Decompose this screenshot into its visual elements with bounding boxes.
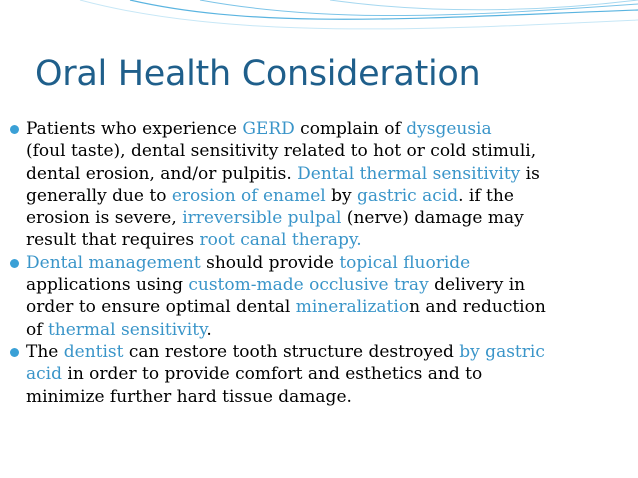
bullet-icon	[10, 125, 19, 134]
slide-title: Oral Health Consideration	[35, 54, 481, 94]
text-run: in order to provide comfort and esthetics and to	[61, 364, 483, 385]
text-run: of	[26, 319, 48, 340]
text-run: The	[26, 341, 64, 362]
highlighted-term: topical fluoride	[339, 252, 471, 273]
highlighted-term: custom-made occlusive tray	[188, 275, 429, 296]
text-line	[26, 163, 628, 185]
text-line	[26, 363, 628, 385]
text-line	[26, 185, 628, 207]
bullet-icon	[10, 348, 19, 357]
text-line	[26, 140, 628, 162]
highlighted-term: thermal sensitivity	[47, 319, 207, 340]
text-run: (nerve) damage may	[341, 208, 524, 229]
text-run: is	[520, 163, 540, 184]
highlighted-term: irreversible pulpal	[182, 208, 342, 229]
slide-body	[10, 118, 628, 408]
text-line	[26, 207, 628, 229]
highlighted-term: gastric acid	[357, 185, 459, 206]
text-line	[26, 319, 628, 341]
text-line	[26, 229, 628, 251]
text-line	[26, 386, 628, 408]
wave-line-2	[200, 0, 638, 16]
wave-line-3	[330, 0, 638, 10]
wave-line-4	[80, 0, 638, 29]
bullet-icon	[10, 259, 19, 268]
wave-line-1	[130, 0, 638, 19]
text-run: .	[206, 319, 212, 340]
text-run: dental erosion, and/or pulpitis.	[26, 163, 298, 184]
highlighted-term: mineralizatio	[295, 297, 410, 318]
wave-decoration	[0, 0, 638, 50]
text-run: n and reduction	[409, 297, 546, 318]
highlighted-term: by gastric	[459, 341, 545, 362]
bullet-paragraph	[10, 252, 628, 341]
text-run: Patients who experience	[26, 119, 243, 139]
highlighted-term: Dental management	[26, 252, 201, 273]
text-run: erosion is severe,	[26, 208, 183, 229]
highlighted-term: acid	[26, 364, 62, 385]
text-run: can restore tooth structure destroyed	[123, 341, 460, 362]
text-run: generally due to	[26, 185, 172, 206]
text-line	[26, 118, 628, 140]
text-run: applications using	[26, 275, 189, 296]
highlighted-term: dysgeusia	[406, 119, 492, 139]
text-line	[26, 341, 628, 363]
highlighted-term: GERD	[242, 119, 295, 139]
highlighted-term: erosion of enamel	[171, 185, 326, 206]
highlighted-term: Dental thermal sensitivity	[297, 163, 521, 184]
text-line	[26, 296, 628, 318]
bullet-paragraph	[10, 118, 628, 252]
text-run: delivery in	[428, 275, 526, 296]
highlighted-term: dentist	[63, 341, 124, 362]
text-line	[26, 252, 628, 274]
text-line	[26, 274, 628, 296]
text-run: . if the	[458, 185, 514, 206]
text-run: (foul taste), dental sensitivity related to hot or cold stimuli,	[26, 141, 537, 162]
bullet-paragraph	[10, 341, 628, 408]
highlighted-term: root canal therapy.	[199, 230, 362, 251]
text-run: by	[325, 185, 358, 206]
text-run: complain of	[294, 119, 407, 139]
text-run: order to ensure optimal dental	[26, 297, 296, 318]
text-run: minimize further hard tissue damage.	[26, 386, 352, 407]
text-run: should provide	[200, 252, 340, 273]
text-run: result that requires	[26, 230, 200, 251]
